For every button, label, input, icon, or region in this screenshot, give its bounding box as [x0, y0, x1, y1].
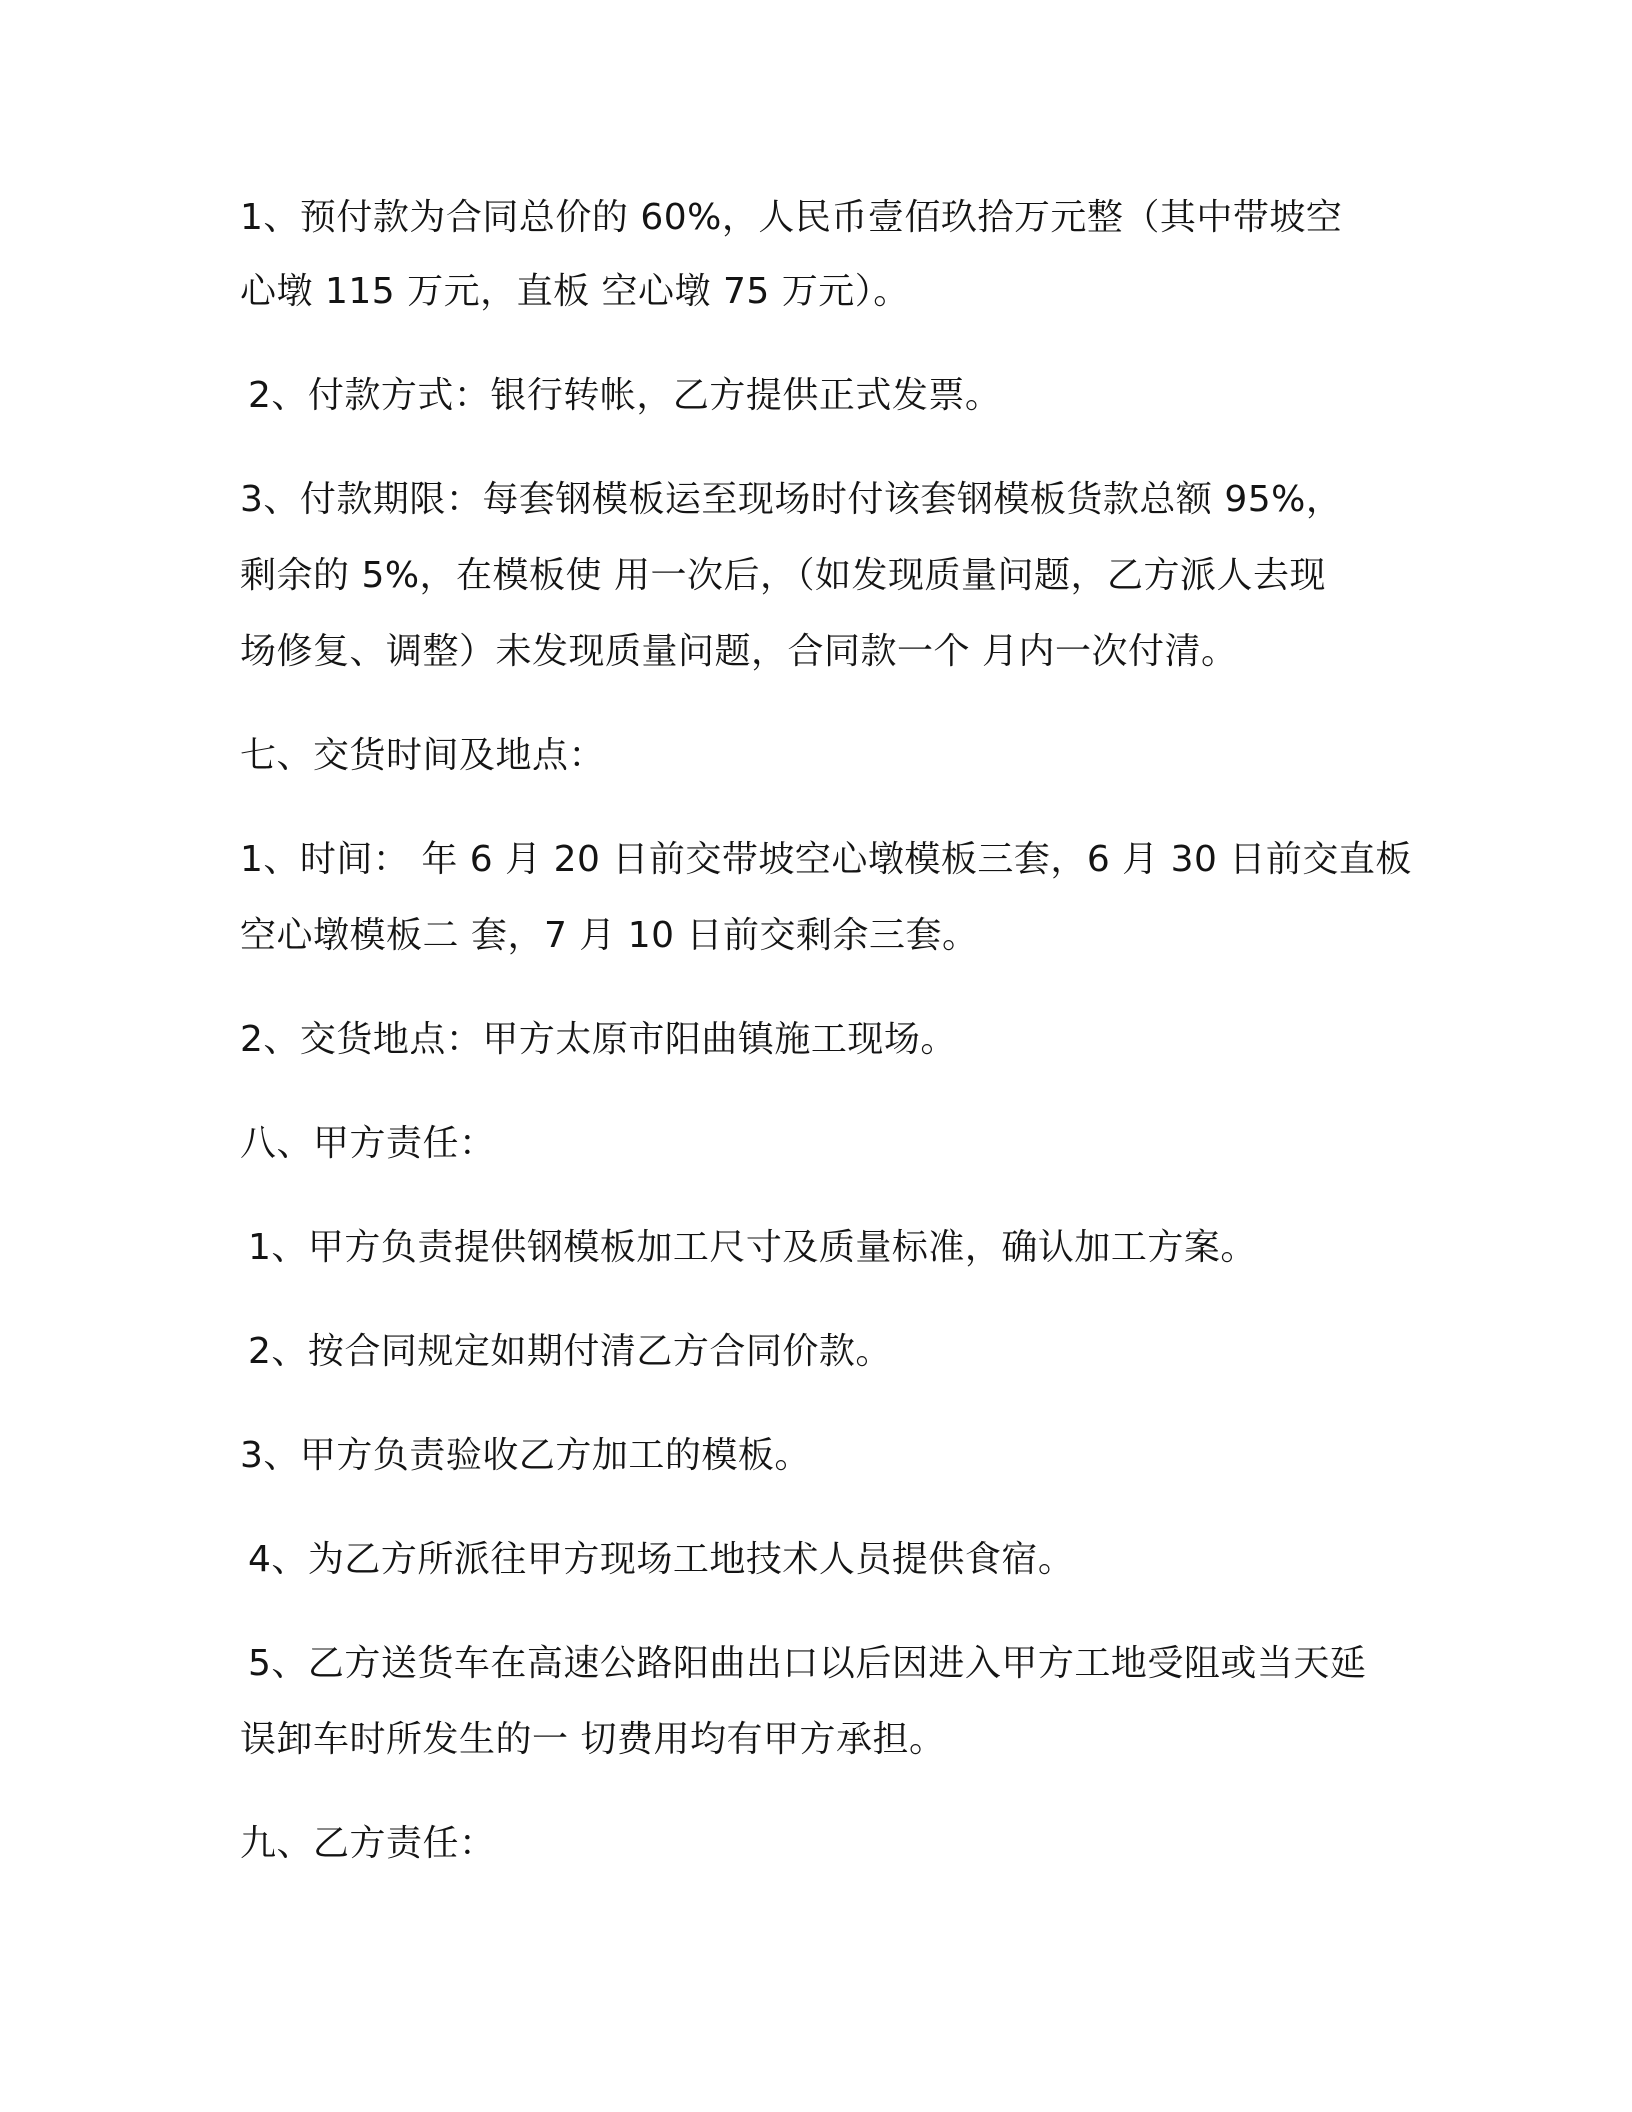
delivery-clause-2: 2、交货地点：甲方太原市阳曲镇施工现场。 [240, 1019, 957, 1060]
payment-clause-2: 2、付款方式：银行转帐，乙方提供正式发票。 [248, 375, 1002, 416]
delivery-clause-1-line-2: 空心墩模板二 套，7 月 10 日前交剩余三套。 [240, 915, 979, 956]
party-a-clause-2: 2、按合同规定如期付清乙方合同价款。 [248, 1331, 892, 1372]
delivery-clause-1-line-1: 1、时间： 年 6 月 20 日前交带坡空心墩模板三套，6 月 30 日前交直板 [240, 839, 1412, 880]
section-heading-party-a: 八、甲方责任： [240, 1123, 496, 1164]
payment-clause-3-line-3: 场修复、调整）未发现质量问题，合同款一个 月内一次付清。 [240, 631, 1238, 672]
payment-clause-3-line-1: 3、付款期限：每套钢模板运至现场时付该套钢模板货款总额 95%， [240, 479, 1343, 520]
party-a-clause-4: 4、为乙方所派往甲方现场工地技术人员提供食宿。 [248, 1539, 1075, 1580]
party-a-clause-5-line-1: 5、乙方送货车在高速公路阳曲出口以后因进入甲方工地受阻或当天延 [248, 1643, 1367, 1684]
party-a-clause-5-line-2: 误卸车时所发生的一 切费用均有甲方承担。 [240, 1719, 946, 1760]
payment-clause-1-line-2: 心墩 115 万元，直板 空心墩 75 万元）。 [240, 271, 910, 312]
section-heading-party-b: 九、乙方责任： [240, 1823, 496, 1864]
party-a-clause-3: 3、甲方负责验收乙方加工的模板。 [240, 1435, 811, 1476]
section-heading-delivery: 七、交货时间及地点： [240, 735, 606, 776]
party-a-clause-1: 1、甲方负责提供钢模板加工尺寸及质量标准，确认加工方案。 [248, 1227, 1257, 1268]
payment-clause-3-line-2: 剩余的 5%，在模板使 用一次后，（如发现质量问题，乙方派人去现 [240, 555, 1326, 596]
payment-clause-1-line-1: 1、预付款为合同总价的 60%，人民币壹佰玖拾万元整（其中带坡空 [240, 197, 1343, 238]
